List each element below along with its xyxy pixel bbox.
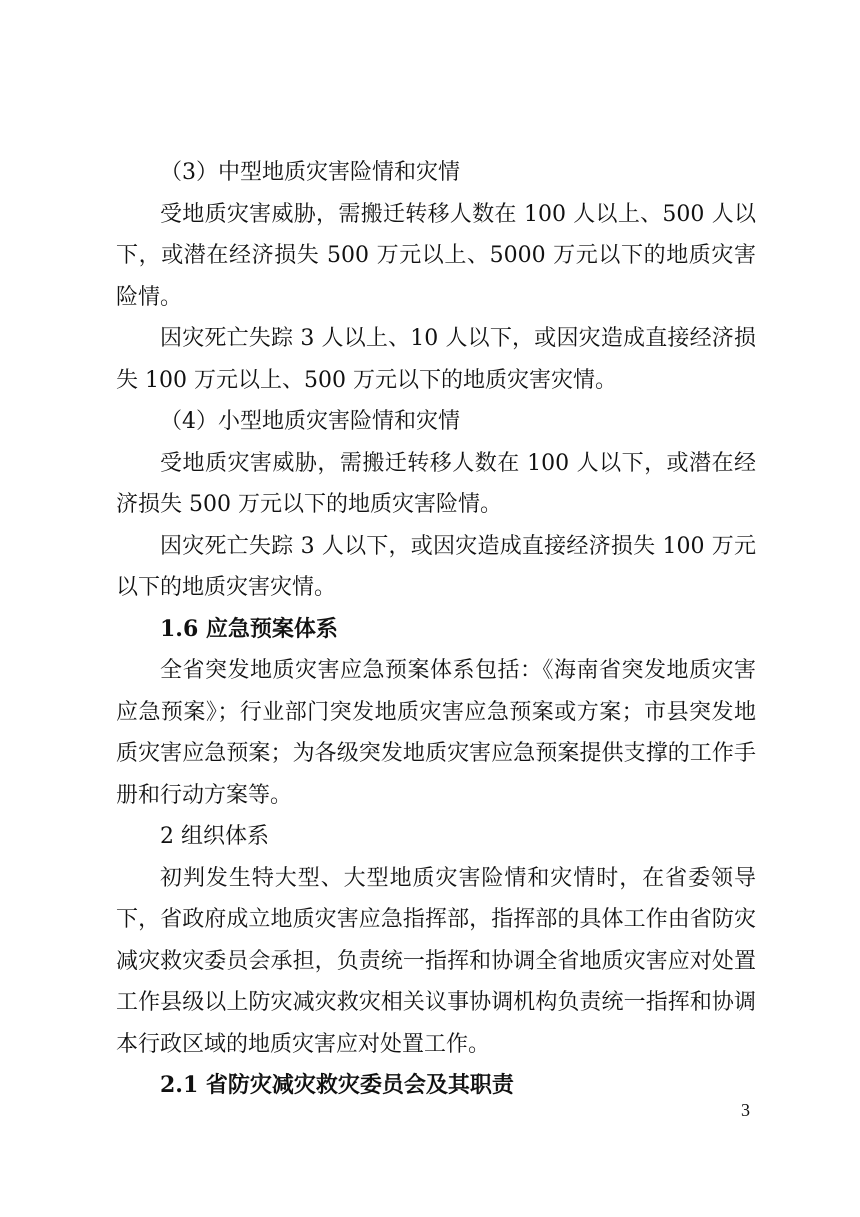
paragraph-organization: 初判发生特大型、大型地质灾害险情和灾情时，在省委领导下，省政府成立地质灾害应急指挥部，指挥部的具体工作由省防灾减灾救灾委员会承担，负责统一指挥和协调全省地质灾害应对处置工作县级以上防灾减灾救灾相关议事协调机构负责统一指挥和协调本行政区域的地质灾害应对处置工作。 [116, 865, 756, 1057]
document-body [116, 152, 756, 1107]
paragraph-medium-hazard: 受地质灾害威胁，需搬迁转移人数在 100 人以上、500 人以下，或潜在经济损失 500 万元以上、5000 万元以下的地质灾害险情。 [116, 201, 756, 310]
page-number: 3 [741, 1100, 750, 1120]
paragraph-plan-system: 全省突发地质灾害应急预案体系包括：《海南省突发地质灾害应急预案》；行业部门突发地质灾害应急预案或方案；市县突发地质灾害应急预案；为各级突发地质灾害应急预案提供支撑的工作手册和行动方案等。 [116, 658, 756, 808]
paragraph-small-disaster: 因灾死亡失踪 3 人以下，或因灾造成直接经济损失 100 万元以下的地质灾害灾情。 [116, 533, 756, 600]
subheading-small-disaster: （4）小型地质灾害险情和灾情 [160, 409, 460, 434]
paragraph-medium-disaster: 因灾死亡失踪 3 人以上、10 人以下，或因灾造成直接经济损失 100 万元以上、500 万元以下的地质灾害灾情。 [116, 326, 756, 393]
section-heading-2: 2 组织体系 [160, 824, 269, 849]
paragraph-small-hazard: 受地质灾害威胁，需搬迁转移人数在 100 人以下，或潜在经济损失 500 万元以下的地质灾害险情。 [116, 450, 756, 517]
section-heading-1-6: 1.6 应急预案体系 [160, 615, 338, 642]
subheading-medium-disaster: （3）中型地质灾害险情和灾情 [160, 160, 460, 185]
section-heading-2-1: 2.1 省防灾减灾救灾委员会及其职责 [160, 1072, 514, 1098]
